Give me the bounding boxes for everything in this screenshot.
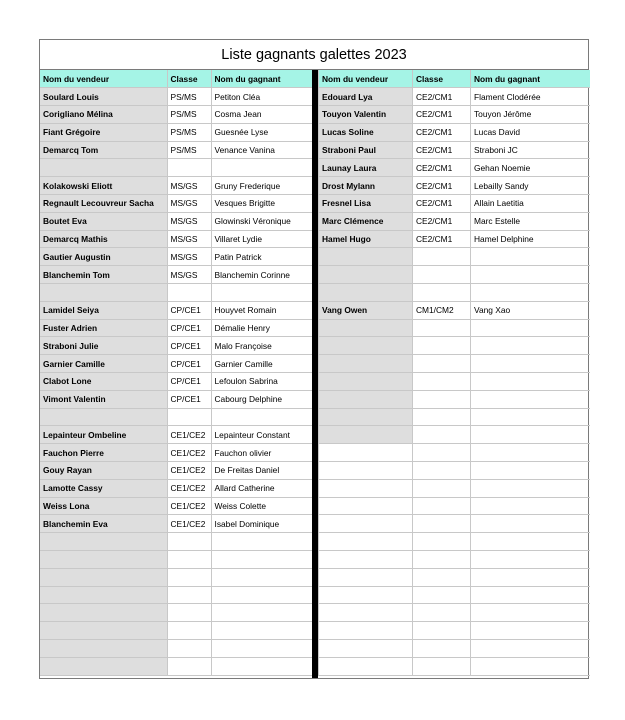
winner-name-cell: Gehan Noemie [471,159,590,177]
column-header: Nom du gagnant [471,70,590,88]
class-cell [413,390,471,408]
class-cell: CE2/CM1 [413,177,471,195]
table-row [319,301,590,319]
seller-name-cell: Gouy Rayan [40,462,167,480]
winner-name-cell: Fauchon olivier [211,444,312,462]
seller-name-cell: Fuster Adrien [40,319,167,337]
seller-name-cell [319,497,413,515]
table-row [40,390,312,408]
seller-name-cell: Lamidel Seiya [40,301,167,319]
seller-name-cell: Fauchon Pierre [40,444,167,462]
table-row [40,568,312,586]
class-cell [413,337,471,355]
table-row [40,123,312,141]
seller-name-cell: Lucas Soline [319,123,413,141]
table-row [40,319,312,337]
class-cell [167,657,211,675]
winner-name-cell [471,266,590,284]
seller-name-cell: Drost Mylann [319,177,413,195]
seller-name-cell: Touyon Valentin [319,106,413,124]
seller-name-cell: Soulard Louis [40,88,167,106]
winner-name-cell [471,551,590,569]
seller-name-cell [319,284,413,302]
table-row [40,408,312,426]
class-cell [167,533,211,551]
winner-name-cell: Lucas David [471,123,590,141]
table-row [319,337,590,355]
table-row [40,604,312,622]
table-row [319,141,590,159]
seller-name-cell [319,479,413,497]
seller-name-cell: Fiant Grégoire [40,123,167,141]
table-row [40,479,312,497]
winner-name-cell [471,515,590,533]
seller-name-cell [319,390,413,408]
seller-name-cell [319,586,413,604]
seller-name-cell [319,266,413,284]
table-row [40,586,312,604]
class-cell: CP/CE1 [167,390,211,408]
seller-name-cell: Demarcq Mathis [40,230,167,248]
seller-name-cell [319,462,413,480]
seller-name-cell [319,604,413,622]
table-row [319,604,590,622]
class-cell [413,657,471,675]
class-cell [413,266,471,284]
class-cell: PS/MS [167,88,211,106]
table-row [40,230,312,248]
table-row [40,195,312,213]
winner-name-cell: Malo Françoise [211,337,312,355]
seller-name-cell [319,657,413,675]
class-cell [167,408,211,426]
table-row [319,551,590,569]
table-row [40,284,312,302]
table-row [40,212,312,230]
seller-name-cell: Corigliano Mélina [40,106,167,124]
class-cell [413,497,471,515]
class-cell: CE2/CM1 [413,88,471,106]
table-row [40,177,312,195]
class-cell: CM1/CM2 [413,301,471,319]
seller-name-cell [40,159,167,177]
seller-name-cell [319,515,413,533]
winner-name-cell [471,462,590,480]
table-row [319,212,590,230]
winner-name-cell: Straboni JC [471,141,590,159]
winner-name-cell: Isabel Dominique [211,515,312,533]
seller-name-cell [319,319,413,337]
class-cell [413,568,471,586]
class-cell [413,444,471,462]
seller-name-cell [319,551,413,569]
class-cell: PS/MS [167,123,211,141]
winner-name-cell: Gruny Frederique [211,177,312,195]
seller-name-cell: Blanchemin Eva [40,515,167,533]
table-row [319,586,590,604]
table-row [319,230,590,248]
table-row [40,301,312,319]
winner-name-cell: Villaret Lydie [211,230,312,248]
winner-name-cell [211,568,312,586]
winner-name-cell [211,159,312,177]
table-row [319,88,590,106]
table-row [40,515,312,533]
seller-name-cell [319,533,413,551]
winner-name-cell: Vang Xao [471,301,590,319]
class-cell: CP/CE1 [167,301,211,319]
class-cell: CE2/CM1 [413,212,471,230]
seller-name-cell [319,640,413,658]
seller-name-cell [40,586,167,604]
table-row [40,159,312,177]
class-cell [167,159,211,177]
winner-name-cell: Cosma Jean [211,106,312,124]
table-row [319,123,590,141]
class-cell: CE1/CE2 [167,444,211,462]
winners-sheet [39,39,589,679]
class-cell [413,426,471,444]
winner-name-cell: Blanchemin Corinne [211,266,312,284]
winner-name-cell [471,319,590,337]
winner-name-cell [211,551,312,569]
seller-name-cell [40,657,167,675]
class-cell: CE1/CE2 [167,462,211,480]
table-row [319,266,590,284]
seller-name-cell: Demarcq Tom [40,141,167,159]
table-row [40,373,312,391]
winner-name-cell [211,657,312,675]
seller-name-cell [319,426,413,444]
table-row [40,444,312,462]
seller-name-cell: Vang Owen [319,301,413,319]
winner-name-cell: Hamel Delphine [471,230,590,248]
winner-name-cell: Houyvet Romain [211,301,312,319]
seller-name-cell [319,337,413,355]
winner-name-cell [471,444,590,462]
class-cell: CE2/CM1 [413,195,471,213]
seller-name-cell [40,284,167,302]
class-cell: CE2/CM1 [413,159,471,177]
seller-name-cell [40,551,167,569]
class-cell [413,408,471,426]
table-row [319,390,590,408]
winner-name-cell: Venance Vanina [211,141,312,159]
class-cell [167,551,211,569]
seller-name-cell: Boutet Eva [40,212,167,230]
class-cell: CP/CE1 [167,373,211,391]
class-cell: PS/MS [167,141,211,159]
class-cell [413,604,471,622]
seller-name-cell [319,248,413,266]
winner-name-cell [471,373,590,391]
seller-name-cell: Straboni Julie [40,337,167,355]
class-cell: CE1/CE2 [167,515,211,533]
table-row [319,622,590,640]
table-row [40,426,312,444]
winner-name-cell: Petiton Cléa [211,88,312,106]
seller-name-cell: Vimont Valentin [40,390,167,408]
class-cell: MS/GS [167,266,211,284]
seller-name-cell: Regnault Lecouvreur Sacha [40,195,167,213]
class-cell [167,604,211,622]
table-row [319,195,590,213]
seller-name-cell [40,408,167,426]
table-row [40,248,312,266]
seller-name-cell: Weiss Lona [40,497,167,515]
winner-name-cell: Patin Patrick [211,248,312,266]
class-cell [167,622,211,640]
table-row [319,640,590,658]
class-cell [413,479,471,497]
table-row [319,497,590,515]
winner-name-cell: Guesnée Lyse [211,123,312,141]
column-header: Nom du vendeur [40,70,167,88]
table-row [40,533,312,551]
class-cell [167,640,211,658]
class-cell: MS/GS [167,212,211,230]
left-winners-table [40,70,313,676]
sheet-title: Liste gagnants galettes 2023 [40,40,588,70]
class-cell: MS/GS [167,248,211,266]
class-cell: CE2/CM1 [413,230,471,248]
table-row [319,479,590,497]
column-header: Classe [413,70,471,88]
winner-name-cell [471,657,590,675]
seller-name-cell: Lamotte Cassy [40,479,167,497]
winner-name-cell [211,533,312,551]
table-row [319,444,590,462]
winner-name-cell: Lebailly Sandy [471,177,590,195]
table-row [319,248,590,266]
seller-name-cell: Edouard Lya [319,88,413,106]
table-row [40,337,312,355]
class-cell [167,284,211,302]
table-row [319,177,590,195]
winner-name-cell: Allain Laetitia [471,195,590,213]
winner-name-cell [471,248,590,266]
class-cell [413,248,471,266]
class-cell [413,319,471,337]
column-header: Nom du vendeur [319,70,413,88]
winner-name-cell: Cabourg Delphine [211,390,312,408]
winner-name-cell: Allard Catherine [211,479,312,497]
seller-name-cell [40,604,167,622]
class-cell [413,515,471,533]
class-cell [413,622,471,640]
winner-name-cell: Flament Clodérée [471,88,590,106]
winner-name-cell [471,497,590,515]
class-cell: CE1/CE2 [167,497,211,515]
class-cell [167,568,211,586]
winner-name-cell: Lepainteur Constant [211,426,312,444]
class-cell: MS/GS [167,195,211,213]
winner-name-cell [471,355,590,373]
table-row [40,462,312,480]
seller-name-cell: Gautier Augustin [40,248,167,266]
table-row [319,106,590,124]
winner-name-cell [471,426,590,444]
winner-name-cell [211,284,312,302]
winner-name-cell [471,604,590,622]
table-row [319,426,590,444]
table-row [40,141,312,159]
winner-name-cell [471,284,590,302]
class-cell: MS/GS [167,177,211,195]
winner-name-cell [471,640,590,658]
table-row [319,355,590,373]
class-cell: MS/GS [167,230,211,248]
table-row [319,462,590,480]
winner-name-cell: Lefoulon Sabrina [211,373,312,391]
table-row [319,159,590,177]
class-cell [413,533,471,551]
seller-name-cell [319,622,413,640]
winner-name-cell [471,408,590,426]
table-row [319,657,590,675]
class-cell: CE1/CE2 [167,426,211,444]
winner-name-cell [471,479,590,497]
winner-name-cell [471,390,590,408]
table-row [319,515,590,533]
seller-name-cell [40,622,167,640]
class-cell: CP/CE1 [167,319,211,337]
winner-name-cell [211,604,312,622]
table-row [40,266,312,284]
winner-name-cell [211,640,312,658]
seller-name-cell: Fresnel Lisa [319,195,413,213]
seller-name-cell: Blanchemin Tom [40,266,167,284]
table-header-row [40,70,312,88]
table-row [40,640,312,658]
class-cell: CE2/CM1 [413,123,471,141]
winner-name-cell [211,586,312,604]
class-cell: CE2/CM1 [413,106,471,124]
table-row [40,355,312,373]
winner-name-cell: Vesques Brigitte [211,195,312,213]
seller-name-cell: Marc Clémence [319,212,413,230]
right-winners-table [318,70,590,676]
table-row [319,284,590,302]
class-cell: CP/CE1 [167,337,211,355]
winner-name-cell: Weiss Colette [211,497,312,515]
column-header: Classe [167,70,211,88]
seller-name-cell [40,533,167,551]
winner-name-cell: Démalie Henry [211,319,312,337]
winner-name-cell: Marc Estelle [471,212,590,230]
winner-name-cell [471,568,590,586]
class-cell [413,355,471,373]
class-cell [413,586,471,604]
winner-name-cell [211,408,312,426]
seller-name-cell: Clabot Lone [40,373,167,391]
seller-name-cell: Launay Laura [319,159,413,177]
winner-name-cell: Glowinski Véronique [211,212,312,230]
winner-name-cell: Garnier Camille [211,355,312,373]
table-row [319,373,590,391]
seller-name-cell: Lepainteur Ombeline [40,426,167,444]
winner-name-cell [471,533,590,551]
winner-name-cell [211,622,312,640]
winner-name-cell: Touyon Jérôme [471,106,590,124]
class-cell [413,462,471,480]
seller-name-cell [319,568,413,586]
seller-name-cell: Hamel Hugo [319,230,413,248]
seller-name-cell [319,444,413,462]
seller-name-cell [319,355,413,373]
class-cell [413,284,471,302]
seller-name-cell [319,408,413,426]
winner-name-cell [471,622,590,640]
seller-name-cell [40,640,167,658]
table-row [319,568,590,586]
seller-name-cell: Kolakowski Eliott [40,177,167,195]
table-row [319,533,590,551]
class-cell: PS/MS [167,106,211,124]
class-cell: CE1/CE2 [167,479,211,497]
table-row [319,408,590,426]
table-row [40,497,312,515]
table-header-row [319,70,590,88]
seller-name-cell [40,568,167,586]
seller-name-cell: Straboni Paul [319,141,413,159]
table-row [40,88,312,106]
table-row [40,657,312,675]
seller-name-cell: Garnier Camille [40,355,167,373]
table-row [40,622,312,640]
class-cell [413,373,471,391]
winner-name-cell: De Freitas Daniel [211,462,312,480]
table-row [40,551,312,569]
table-row [319,319,590,337]
class-cell: CE2/CM1 [413,141,471,159]
class-cell [167,586,211,604]
class-cell [413,640,471,658]
class-cell: CP/CE1 [167,355,211,373]
table-row [40,106,312,124]
winner-name-cell [471,586,590,604]
column-header: Nom du gagnant [211,70,312,88]
class-cell [413,551,471,569]
winner-name-cell [471,337,590,355]
seller-name-cell [319,373,413,391]
